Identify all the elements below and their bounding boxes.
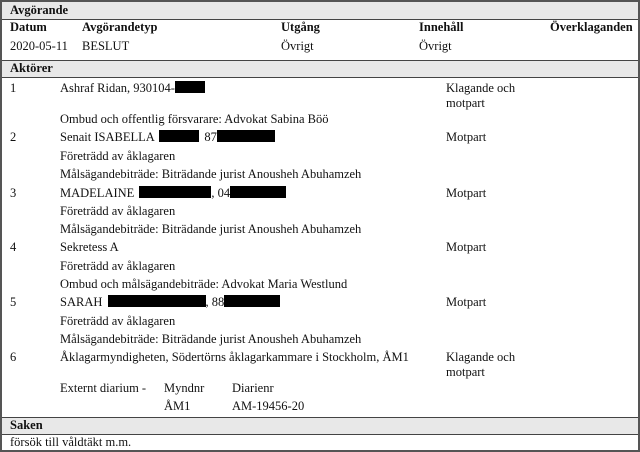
- aktor-counsel: Målsägandebiträde: Biträdande jurist Anousheh Abuhamzeh: [60, 222, 362, 236]
- avgorande-section-title: Avgörande: [10, 3, 69, 17]
- aktor-representative: Företrädd av åklagaren: [60, 204, 176, 218]
- externt-diarium-label: Externt diarium -: [60, 381, 147, 395]
- aktor-role: Klagande och motpart: [446, 81, 516, 110]
- redaction-bar: [139, 186, 211, 198]
- redaction-bar: [175, 81, 205, 93]
- col-header-innehall: Innehåll: [419, 20, 464, 34]
- aktor-name-text: Senait ISABELLA: [60, 130, 155, 144]
- myndnr-value: ÅM1: [164, 399, 191, 413]
- aktor-name-text: SARAH: [60, 295, 103, 309]
- aktor-counsel: Målsägandebiträde: Biträdande jurist Anousheh Abuhamzeh: [60, 332, 362, 346]
- aktor-role: Klagande och motpart: [446, 350, 516, 379]
- aktor-name: Åklagarmyndigheten, Södertörns åklagarkammare i Stockholm, ÅM1: [60, 350, 409, 364]
- avgorande-datum: 2020-05-11: [10, 39, 68, 53]
- aktor-name: [60, 186, 286, 201]
- aktor-representative: Företrädd av åklagaren: [60, 149, 176, 163]
- aktor-name-text: MADELAINE: [60, 186, 135, 200]
- aktor-name-suffix: , 04: [211, 186, 231, 200]
- redaction-bar: [230, 186, 286, 198]
- avgorande-innehall: Övrigt: [419, 39, 452, 53]
- redaction-bar: [217, 130, 275, 142]
- myndnr-label: Myndnr: [164, 381, 205, 395]
- aktor-number: 4: [10, 240, 17, 254]
- divider: [2, 60, 638, 61]
- aktor-name: [60, 130, 275, 145]
- aktorer-section-title: Aktörer: [10, 61, 53, 75]
- aktor-number: 3: [10, 186, 17, 200]
- aktor-number: 6: [10, 350, 17, 364]
- aktor-representative: Ombud och offentlig försvarare: Advokat Sabina Böö: [60, 112, 329, 126]
- aktor-name-text: Ashraf Ridan, 930104-: [60, 81, 175, 95]
- aktor-role: Motpart: [446, 130, 487, 144]
- saken-text: försök till våldtäkt m.m.: [10, 435, 132, 449]
- aktor-name: [60, 295, 280, 310]
- aktor-name: Sekretess A: [60, 240, 119, 254]
- col-header-datum: Datum: [10, 20, 47, 34]
- avgorande-typ: BESLUT: [82, 39, 130, 53]
- saken-header-bar: [2, 417, 638, 434]
- aktor-role: Motpart: [446, 295, 487, 309]
- aktor-number: 1: [10, 81, 17, 95]
- redaction-bar: [224, 295, 280, 307]
- divider: [2, 77, 638, 78]
- divider: [2, 417, 638, 418]
- aktor-representative: Företrädd av åklagaren: [60, 259, 176, 273]
- redaction-bar: [108, 295, 206, 307]
- aktor-role: Motpart: [446, 240, 487, 254]
- redaction-bar: [159, 130, 199, 142]
- aktor-name-suffix: 87: [204, 130, 217, 144]
- diarienr-value: AM-19456-20: [232, 399, 305, 413]
- aktor-role: Motpart: [446, 186, 487, 200]
- avgorande-utgang: Övrigt: [281, 39, 314, 53]
- aktor-counsel: Målsägandebiträde: Biträdande jurist Anousheh Abuhamzeh: [60, 167, 362, 181]
- aktor-number: 5: [10, 295, 17, 309]
- diarienr-label: Diarienr: [232, 381, 274, 395]
- saken-section-title: Saken: [10, 418, 43, 432]
- aktor-name-suffix: , 88: [205, 295, 225, 309]
- avgorande-header-bar: [2, 2, 638, 19]
- aktor-counsel: Ombud och målsägandebiträde: Advokat Maria Westlund: [60, 277, 348, 291]
- aktorer-header-bar: [2, 60, 638, 77]
- aktor-representative: Företrädd av åklagaren: [60, 314, 176, 328]
- aktor-name: [60, 81, 205, 96]
- col-header-utgang: Utgång: [281, 20, 320, 34]
- col-header-overklaganden: Överklaganden: [550, 20, 633, 34]
- col-header-avgorandetyp: Avgörandetyp: [82, 20, 158, 34]
- aktor-number: 2: [10, 130, 17, 144]
